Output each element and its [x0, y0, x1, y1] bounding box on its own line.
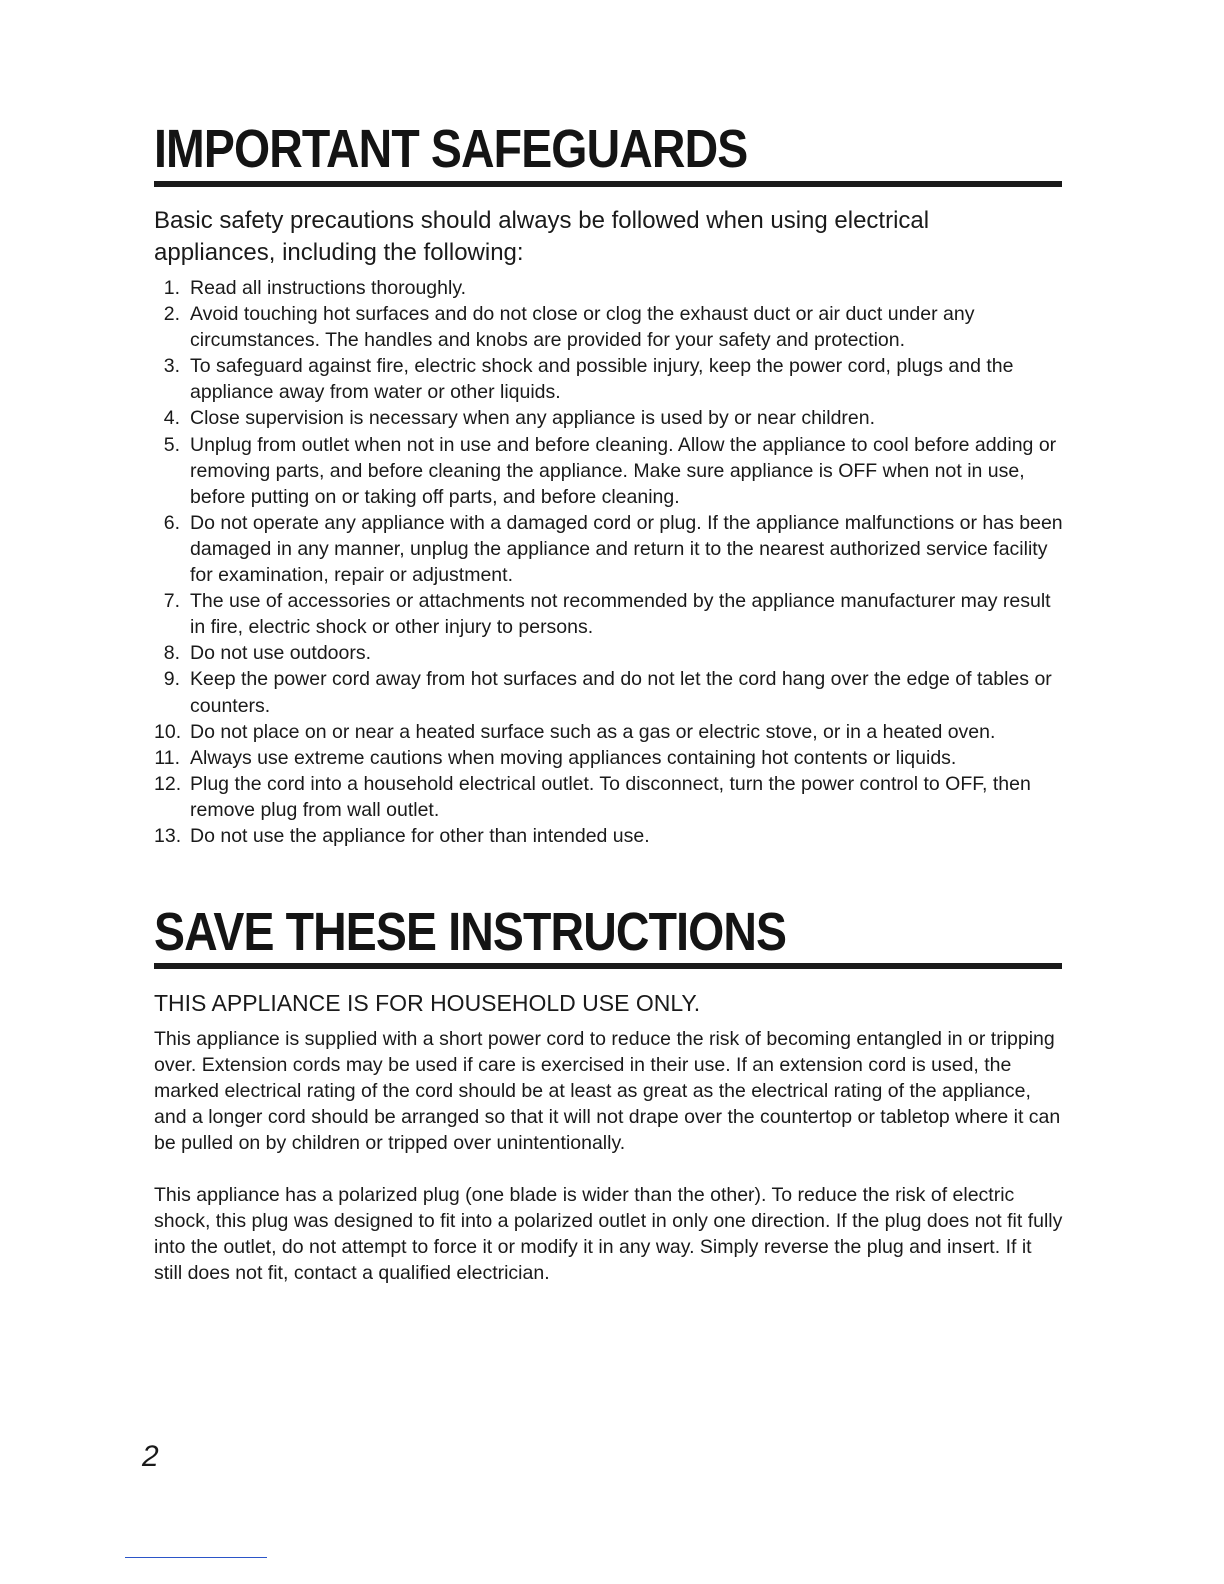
polarized-plug-paragraph: This appliance has a polarized plug (one blade is wider than the other). To reduce the risk of electric shock, this plug was designed to fit into a polarized outlet in only one direction. If the plug does not fit fully into the outlet, do not attempt to force it or modify it in any way. Simply reverse the plug and insert. If it still does not fit, contact a qualified electrician. [154, 1184, 1063, 1285]
item-number: 4. [163, 407, 180, 430]
item-number: 1. [163, 277, 180, 299]
item-text: Do not operate any appliance with a damaged cord or plug. If the appliance malfunctions or has been damaged in any manner, unplug the appliance and return it to the nearest authorized service facility for examination, repair or adjustment. [190, 511, 1063, 587]
page-number: 2 [142, 1440, 159, 1473]
item-number: 8. [163, 642, 180, 665]
heading-underline [154, 963, 1062, 969]
footer-line [125, 1557, 267, 1558]
list-item [154, 353, 1064, 405]
item-text: Avoid touching hot surfaces and do not close or clog the exhaust duct or air duct under any circumstances. The handles and knobs are provided for your safety and protection. [190, 303, 975, 352]
list-item [154, 745, 1064, 771]
item-text: Unplug from outlet when not in use and before cleaning. Allow the appliance to cool before adding or removing parts, and before cleaning the appliance. Make sure appliance is OFF when not in use, before putting on or taking off parts, and before cleaning. [190, 433, 1057, 508]
list-item [154, 510, 1064, 588]
list-item [154, 275, 1064, 301]
list-item [154, 301, 1064, 353]
save-instructions-heading: SAVE THESE INSTRUCTIONS [154, 902, 787, 962]
item-text: Close supervision is necessary when any appliance is used by or near children. [190, 407, 876, 430]
item-number: 3. [163, 355, 180, 378]
heading-underline [154, 181, 1062, 187]
item-text: Do not use outdoors. [190, 642, 372, 665]
item-number: 13. [154, 824, 182, 847]
item-text: Keep the power cord away from hot surfaces and do not let the cord hang over the edge of tables or counters. [190, 668, 1052, 717]
list-item [154, 588, 1064, 640]
list-item [154, 666, 1064, 718]
item-text: To safeguard against fire, electric shock and possible injury, keep the power cord, plugs and the appliance away from water or other liquids. [190, 355, 1014, 404]
item-text: Always use extreme cautions when moving appliances containing hot contents or liquids. [190, 746, 957, 769]
item-text: The use of accessories or attachments not recommended by the appliance manufacturer may result in fire, electric shock or other injury to persons. [190, 590, 1051, 639]
safeguards-list [154, 275, 1064, 849]
item-text: Read all instructions thoroughly. [190, 277, 467, 299]
list-item [154, 432, 1064, 510]
item-text: Plug the cord into a household electrical outlet. To disconnect, turn the power control to OFF, then remove plug from wall outlet. [190, 772, 1031, 821]
item-number: 11. [154, 746, 180, 769]
item-number: 12. [154, 772, 182, 795]
item-number: 9. [163, 668, 180, 691]
important-safeguards-heading: IMPORTANT SAFEGUARDS [154, 119, 748, 179]
item-number: 6. [163, 511, 180, 534]
item-text: Do not place on or near a heated surface such as a gas or electric stove, or in a heated oven. [190, 720, 996, 743]
item-number: 5. [163, 433, 180, 456]
household-use-notice: THIS APPLIANCE IS FOR HOUSEHOLD USE ONLY. [154, 990, 701, 1016]
intro-text: Basic safety precautions should always be followed when using electrical appliances, including the following: [154, 207, 930, 266]
power-cord-paragraph: This appliance is supplied with a short power cord to reduce the risk of becoming entangled in or tripping over. Extension cords may be used if care is exercised in their use. If an extension cord is used, the marked electrical rating of the cord should be at least as great as the electrical rating of the appliance, and a longer cord should be arranged so that it will not drape over the countertop or tabletop where it can be pulled on by children or tripped over unintentionally. [154, 1028, 1061, 1155]
item-number: 2. [163, 303, 180, 326]
list-item [154, 823, 1064, 849]
list-item [154, 719, 1064, 745]
list-item [154, 405, 1064, 431]
list-item [154, 640, 1064, 666]
item-number: 7. [163, 590, 180, 613]
item-number: 10. [154, 720, 182, 743]
item-text: Do not use the appliance for other than intended use. [190, 824, 650, 847]
list-item [154, 771, 1064, 823]
